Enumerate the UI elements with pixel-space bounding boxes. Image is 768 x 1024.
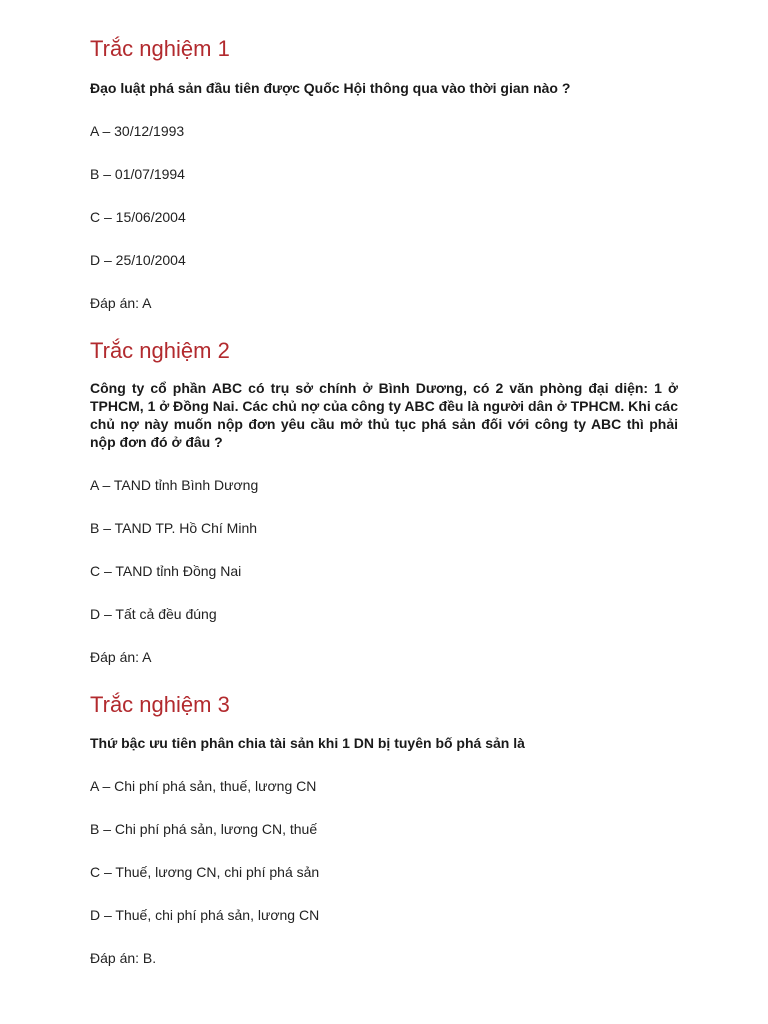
quiz-2-title: Trắc nghiệm 2 — [90, 338, 230, 363]
quiz-3-option-d: D – Thuế, chi phí phá sản, lương CN — [90, 907, 320, 923]
quiz-3-answer: Đáp án: B. — [90, 950, 157, 966]
quiz-1-answer: Đáp án: A — [90, 295, 152, 311]
quiz-1-option-b: B – 01/07/1994 — [90, 166, 185, 182]
quiz-2-option-d: D – Tất cả đều đúng — [90, 606, 217, 622]
quiz-2-option-b: B – TAND TP. Hồ Chí Minh — [90, 520, 258, 536]
quiz-1-option-a: A – 30/12/1993 — [90, 123, 185, 139]
quiz-2-answer: Đáp án: A — [90, 649, 152, 665]
quiz-2-option-c: C – TAND tỉnh Đồng Nai — [90, 563, 242, 579]
quiz-3-option-c: C – Thuế, lương CN, chi phí phá sản — [90, 864, 320, 880]
quiz-1-title: Trắc nghiệm 1 — [90, 36, 230, 61]
quiz-1-option-c: C – 15/06/2004 — [90, 209, 186, 225]
quiz-3-option-a: A – Chi phí phá sản, thuế, lương CN — [90, 778, 317, 794]
quiz-3-question: Thứ bậc ưu tiên phân chia tài sản khi 1 DN bị tuyên bố phá sản là — [90, 735, 525, 751]
quiz-1-option-d: D – 25/10/2004 — [90, 252, 186, 268]
quiz-1-question: Đạo luật phá sản đầu tiên được Quốc Hội thông qua vào thời gian nào ? — [90, 80, 571, 96]
quiz-2-question: Công ty cổ phần ABC có trụ sở chính ở Bình Dương, có 2 văn phòng đại diện: 1 ở TPHCM, 1 ở Đồng Nai. Các chủ nợ của công ty ABC đều là người dân ở TPHCM. Khi các chủ nợ này muốn nộp đơn yêu cầu mở thủ tục phá sản đối với công ty ABC thì phải nộp đơn đó ở đâu ? — [90, 380, 678, 450]
quiz-2-option-a: A – TAND tỉnh Bình Dương — [90, 477, 259, 493]
quiz-3-option-b: B – Chi phí phá sản, lương CN, thuế — [90, 821, 318, 837]
quiz-3-title: Trắc nghiệm 3 — [90, 692, 230, 717]
